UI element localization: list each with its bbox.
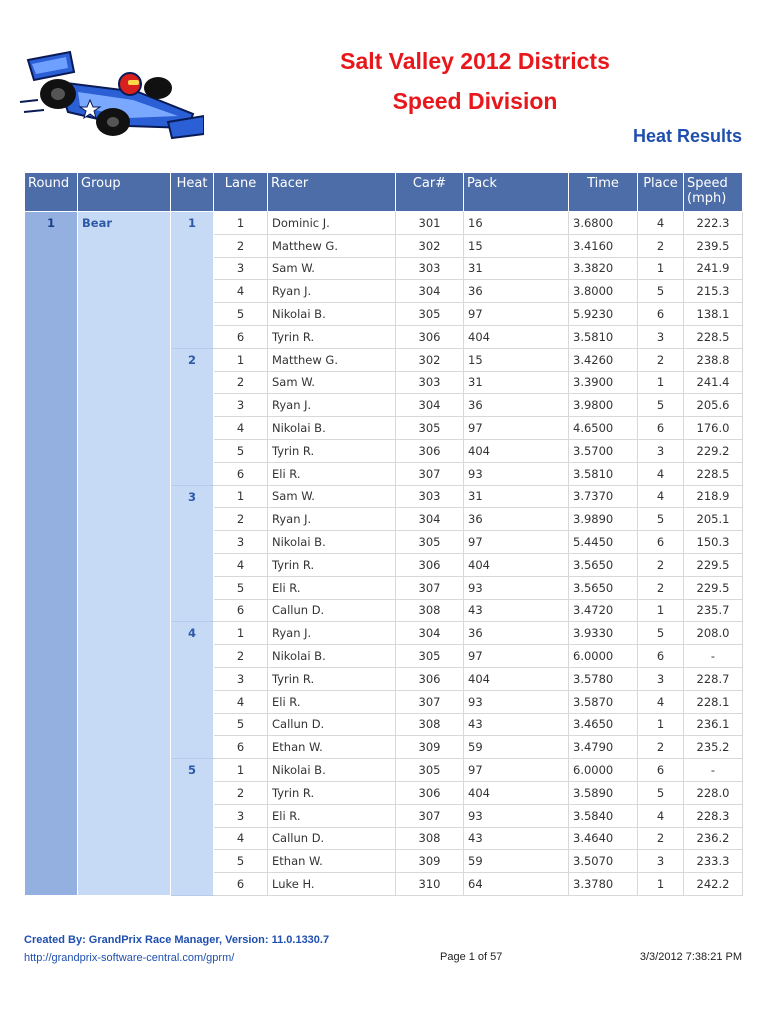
pack-cell: 93 (464, 690, 569, 713)
pack-cell: 93 (464, 576, 569, 599)
print-timestamp: 3/3/2012 7:38:21 PM (639, 951, 742, 963)
pack-cell: 43 (464, 599, 569, 622)
speed-cell: - (684, 759, 743, 782)
racer-cell: Ethan W. (268, 850, 396, 873)
racer-cell: Nikolai B. (268, 645, 396, 668)
time-cell: 3.9890 (569, 508, 638, 531)
column-header-pack: Pack (464, 173, 569, 212)
speed-cell: 228.5 (684, 462, 743, 485)
car-number-cell: 307 (396, 462, 464, 485)
speed-cell: 176.0 (684, 417, 743, 440)
lane-cell: 5 (214, 576, 268, 599)
time-cell: 6.0000 (569, 759, 638, 782)
car-number-cell: 305 (396, 303, 464, 326)
racer-cell: Nikolai B. (268, 417, 396, 440)
place-cell: 3 (638, 850, 684, 873)
speed-cell: 235.2 (684, 736, 743, 759)
racer-cell: Ethan W. (268, 736, 396, 759)
car-number-cell: 305 (396, 645, 464, 668)
speed-cell: 208.0 (684, 622, 743, 645)
place-cell: 1 (638, 713, 684, 736)
time-cell: 3.4160 (569, 234, 638, 257)
car-number-cell: 306 (396, 667, 464, 690)
lane-cell: 1 (214, 212, 268, 235)
heat-cell: 2 (171, 348, 214, 485)
racer-cell: Ryan J. (268, 622, 396, 645)
lane-cell: 5 (214, 713, 268, 736)
time-cell: 3.5700 (569, 439, 638, 462)
speed-cell: 228.5 (684, 325, 743, 348)
division-title: Speed Division (392, 88, 558, 114)
pack-cell: 97 (464, 303, 569, 326)
place-cell: 2 (638, 827, 684, 850)
car-number-cell: 306 (396, 553, 464, 576)
lane-cell: 5 (214, 850, 268, 873)
time-cell: 3.5890 (569, 781, 638, 804)
place-cell: 3 (638, 667, 684, 690)
place-cell: 3 (638, 325, 684, 348)
racer-cell: Callun D. (268, 599, 396, 622)
speed-cell: 205.1 (684, 508, 743, 531)
heat-results-table (24, 172, 743, 896)
racer-cell: Nikolai B. (268, 531, 396, 554)
software-link[interactable]: http://grandprix-software-central.com/gprm/ (24, 952, 235, 964)
car-number-cell: 304 (396, 280, 464, 303)
results-body (25, 212, 743, 896)
race-car-icon (18, 42, 204, 142)
speed-cell: 222.3 (684, 212, 743, 235)
lane-cell: 5 (214, 303, 268, 326)
racer-cell: Nikolai B. (268, 759, 396, 782)
column-header-car: Car# (396, 173, 464, 212)
column-header-group: Group (78, 173, 171, 212)
racer-cell: Eli R. (268, 576, 396, 599)
racer-cell: Ryan J. (268, 508, 396, 531)
place-cell: 3 (638, 439, 684, 462)
racer-cell: Dominic J. (268, 212, 396, 235)
pack-cell: 36 (464, 508, 569, 531)
racer-cell: Matthew G. (268, 348, 396, 371)
time-cell: 3.5810 (569, 325, 638, 348)
car-number-cell: 303 (396, 485, 464, 508)
lane-cell: 2 (214, 234, 268, 257)
time-cell: 5.9230 (569, 303, 638, 326)
racer-cell: Tyrin R. (268, 553, 396, 576)
time-cell: 3.4640 (569, 827, 638, 850)
place-cell: 6 (638, 417, 684, 440)
time-cell: 3.5070 (569, 850, 638, 873)
pack-cell: 97 (464, 531, 569, 554)
car-number-cell: 303 (396, 371, 464, 394)
racer-cell: Eli R. (268, 462, 396, 485)
heat-cell: 5 (171, 759, 214, 896)
speed-cell: 228.3 (684, 804, 743, 827)
heat-cell: 4 (171, 622, 214, 759)
time-cell: 3.5650 (569, 553, 638, 576)
page-title: Salt Valley 2012 Districts (340, 48, 610, 74)
time-cell: 3.4790 (569, 736, 638, 759)
pack-cell: 31 (464, 371, 569, 394)
pack-cell: 31 (464, 257, 569, 280)
lane-cell: 1 (214, 485, 268, 508)
pack-cell: 404 (464, 439, 569, 462)
racer-cell: Matthew G. (268, 234, 396, 257)
lane-cell: 1 (214, 348, 268, 371)
pack-cell: 36 (464, 280, 569, 303)
created-by: Created By: GrandPrix Race Manager, Version: 11.0.1330.7 (24, 934, 330, 946)
time-cell: 3.4720 (569, 599, 638, 622)
lane-cell: 4 (214, 690, 268, 713)
lane-cell: 3 (214, 394, 268, 417)
lane-cell: 5 (214, 439, 268, 462)
place-cell: 6 (638, 645, 684, 668)
lane-cell: 3 (214, 257, 268, 280)
speed-cell: 233.3 (684, 850, 743, 873)
racer-cell: Nikolai B. (268, 303, 396, 326)
racer-cell: Tyrin R. (268, 439, 396, 462)
speed-cell: 218.9 (684, 485, 743, 508)
place-cell: 2 (638, 553, 684, 576)
place-cell: 6 (638, 531, 684, 554)
car-number-cell: 303 (396, 257, 464, 280)
racer-cell: Tyrin R. (268, 667, 396, 690)
racer-cell: Callun D. (268, 713, 396, 736)
column-header-speed: Speed (mph) (684, 173, 743, 212)
car-number-cell: 309 (396, 850, 464, 873)
speed-cell: 229.2 (684, 439, 743, 462)
time-cell: 3.3900 (569, 371, 638, 394)
racer-cell: Sam W. (268, 257, 396, 280)
footer (24, 934, 329, 964)
speed-cell: 228.7 (684, 667, 743, 690)
racer-cell: Ryan J. (268, 394, 396, 417)
place-cell: 1 (638, 873, 684, 896)
time-cell: 4.6500 (569, 417, 638, 440)
speed-cell: 228.0 (684, 781, 743, 804)
place-cell: 5 (638, 394, 684, 417)
place-cell: 5 (638, 622, 684, 645)
lane-cell: 2 (214, 508, 268, 531)
place-cell: 1 (638, 599, 684, 622)
speed-cell: 228.1 (684, 690, 743, 713)
speed-cell: 236.1 (684, 713, 743, 736)
pack-cell: 404 (464, 325, 569, 348)
speed-cell: 239.5 (684, 234, 743, 257)
lane-cell: 3 (214, 804, 268, 827)
section-title: Heat Results (632, 126, 742, 146)
lane-cell: 4 (214, 280, 268, 303)
lane-cell: 6 (214, 599, 268, 622)
car-number-cell: 307 (396, 690, 464, 713)
time-cell: 3.5840 (569, 804, 638, 827)
speed-cell: 138.1 (684, 303, 743, 326)
place-cell: 5 (638, 781, 684, 804)
place-cell: 4 (638, 212, 684, 235)
car-number-cell: 310 (396, 873, 464, 896)
time-cell: 3.8000 (569, 280, 638, 303)
car-number-cell: 308 (396, 827, 464, 850)
round-cell: 1 (25, 212, 78, 896)
time-cell: 3.3780 (569, 873, 638, 896)
speed-cell: 235.7 (684, 599, 743, 622)
car-number-cell: 304 (396, 622, 464, 645)
racer-cell: Sam W. (268, 485, 396, 508)
lane-cell: 6 (214, 736, 268, 759)
car-number-cell: 304 (396, 508, 464, 531)
place-cell: 4 (638, 462, 684, 485)
pack-cell: 59 (464, 850, 569, 873)
place-cell: 5 (638, 508, 684, 531)
car-number-cell: 301 (396, 212, 464, 235)
place-cell: 2 (638, 348, 684, 371)
racer-cell: Callun D. (268, 827, 396, 850)
table-row (25, 212, 743, 235)
racer-cell: Tyrin R. (268, 781, 396, 804)
car-number-cell: 307 (396, 804, 464, 827)
car-number-cell: 306 (396, 325, 464, 348)
lane-cell: 1 (214, 622, 268, 645)
speed-cell: 215.3 (684, 280, 743, 303)
pack-cell: 31 (464, 485, 569, 508)
heat-cell: 1 (171, 212, 214, 349)
place-cell: 6 (638, 759, 684, 782)
time-cell: 3.7370 (569, 485, 638, 508)
speed-cell: 205.6 (684, 394, 743, 417)
car-number-cell: 305 (396, 531, 464, 554)
pack-cell: 93 (464, 804, 569, 827)
speed-cell: 229.5 (684, 576, 743, 599)
pack-cell: 404 (464, 667, 569, 690)
place-cell: 2 (638, 234, 684, 257)
time-cell: 3.4260 (569, 348, 638, 371)
time-cell: 5.4450 (569, 531, 638, 554)
speed-cell: 241.9 (684, 257, 743, 280)
car-number-cell: 302 (396, 234, 464, 257)
car-number-cell: 306 (396, 781, 464, 804)
time-cell: 3.5650 (569, 576, 638, 599)
racer-cell: Luke H. (268, 873, 396, 896)
lane-cell: 2 (214, 645, 268, 668)
speed-cell: - (684, 645, 743, 668)
racer-cell: Eli R. (268, 804, 396, 827)
racer-cell: Tyrin R. (268, 325, 396, 348)
pack-cell: 16 (464, 212, 569, 235)
car-number-cell: 305 (396, 417, 464, 440)
time-cell: 3.5810 (569, 462, 638, 485)
lane-cell: 3 (214, 667, 268, 690)
place-cell: 1 (638, 257, 684, 280)
pack-cell: 97 (464, 759, 569, 782)
heat-cell: 3 (171, 485, 214, 622)
time-cell: 3.6800 (569, 212, 638, 235)
time-cell: 6.0000 (569, 645, 638, 668)
car-number-cell: 308 (396, 599, 464, 622)
time-cell: 3.9330 (569, 622, 638, 645)
pack-cell: 64 (464, 873, 569, 896)
column-header-place: Place (638, 173, 684, 212)
speed-cell: 229.5 (684, 553, 743, 576)
lane-cell: 3 (214, 531, 268, 554)
car-number-cell: 305 (396, 759, 464, 782)
pack-cell: 43 (464, 713, 569, 736)
place-cell: 1 (638, 371, 684, 394)
time-cell: 3.5780 (569, 667, 638, 690)
lane-cell: 6 (214, 873, 268, 896)
speed-cell: 150.3 (684, 531, 743, 554)
column-header-lane: Lane (214, 173, 268, 212)
racer-cell: Ryan J. (268, 280, 396, 303)
place-cell: 5 (638, 280, 684, 303)
car-number-cell: 308 (396, 713, 464, 736)
car-number-cell: 309 (396, 736, 464, 759)
time-cell: 3.5870 (569, 690, 638, 713)
car-number-cell: 304 (396, 394, 464, 417)
lane-cell: 4 (214, 553, 268, 576)
place-cell: 2 (638, 576, 684, 599)
pack-cell: 43 (464, 827, 569, 850)
column-header-time: Time (569, 173, 638, 212)
lane-cell: 2 (214, 781, 268, 804)
lane-cell: 1 (214, 759, 268, 782)
pack-cell: 59 (464, 736, 569, 759)
speed-cell: 241.4 (684, 371, 743, 394)
car-number-cell: 307 (396, 576, 464, 599)
lane-cell: 2 (214, 371, 268, 394)
place-cell: 2 (638, 736, 684, 759)
pack-cell: 97 (464, 417, 569, 440)
racer-cell: Sam W. (268, 371, 396, 394)
pack-cell: 36 (464, 394, 569, 417)
group-cell: Bear (78, 212, 171, 896)
pack-cell: 404 (464, 781, 569, 804)
pack-cell: 15 (464, 348, 569, 371)
time-cell: 3.9800 (569, 394, 638, 417)
lane-cell: 4 (214, 417, 268, 440)
car-number-cell: 302 (396, 348, 464, 371)
lane-cell: 4 (214, 827, 268, 850)
place-cell: 4 (638, 690, 684, 713)
place-cell: 6 (638, 303, 684, 326)
table-header-row (25, 173, 743, 212)
speed-cell: 236.2 (684, 827, 743, 850)
pack-cell: 97 (464, 645, 569, 668)
column-header-heat: Heat (171, 173, 214, 212)
column-header-racer: Racer (268, 173, 396, 212)
place-cell: 4 (638, 804, 684, 827)
speed-cell: 242.2 (684, 873, 743, 896)
pack-cell: 15 (464, 234, 569, 257)
racer-cell: Eli R. (268, 690, 396, 713)
lane-cell: 6 (214, 325, 268, 348)
pack-cell: 93 (464, 462, 569, 485)
speed-cell: 238.8 (684, 348, 743, 371)
pack-cell: 36 (464, 622, 569, 645)
lane-cell: 6 (214, 462, 268, 485)
time-cell: 3.3820 (569, 257, 638, 280)
page-number: Page 1 of 57 (440, 951, 503, 963)
car-number-cell: 306 (396, 439, 464, 462)
time-cell: 3.4650 (569, 713, 638, 736)
column-header-round: Round (25, 173, 78, 212)
pack-cell: 404 (464, 553, 569, 576)
place-cell: 4 (638, 485, 684, 508)
